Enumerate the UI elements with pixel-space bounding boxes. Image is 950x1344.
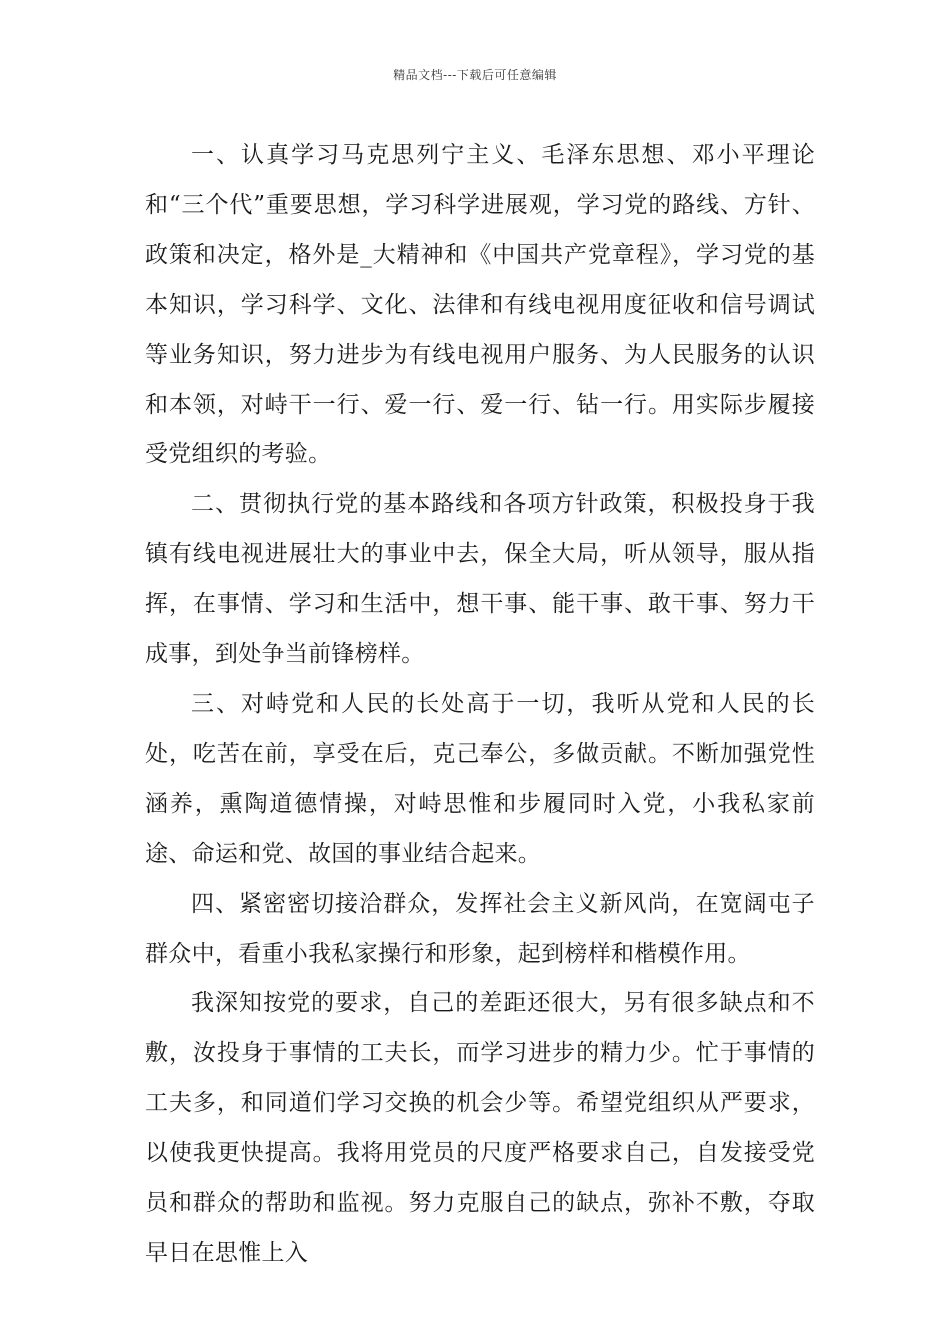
paragraph-2: 二、贯彻执行党的基本路线和各项方针政策，积极投身于我镇有线电视进展壮大的事业中去，保全大局，听从领导，服从指挥，在事情、学习和生活中，想干事、能干事、敢干事、努力干成事，到处争当前锋榜样。 xyxy=(145,491,815,668)
document-body xyxy=(145,131,815,1279)
paragraph-1: 一、认真学习马克思列宁主义、毛泽东思想、邓小平理论和“三个代”重要思想，学习科学进展观，学习党的路线、方针、政策和决定，格外是_大精神和《中国共产党章程》，学习党的基本知识，学习科学、文化、法律和有线电视用度征收和信号调试等业务知识，努力进步为有线电视用户服务、为人民服务的认识和本领，对峙干一行、爱一行、爱一行、钻一行。用实际步履接受党组织的考验。 xyxy=(145,142,815,468)
paragraph-5: 我深知按党的要求，自己的差距还很大，另有很多缺点和不敷，汝投身于事情的工夫长，而学习进步的精力少。忙于事情的工夫多，和同道们学习交换的机会少等。希望党组织从严要求，以使我更快提高。我将用党员的尺度严格要求自己，自发接受党员和群众的帮助和监视。努力克服自己的缺点，弥补不敷，夺取早日在思惟上入 xyxy=(145,990,815,1266)
paragraph-3: 三、对峙党和人民的长处高于一切，我听从党和人民的长处，吃苦在前，享受在后，克己奉公，多做贡献。不断加强党性涵养，熏陶道德情操，对峙思惟和步履同时入党，小我私家前途、命运和党、故国的事业结合起来。 xyxy=(145,690,815,867)
paragraph-4: 四、紧密密切接洽群众，发挥社会主义新风尚，在宽阔屯子群众中，看重小我私家操行和形象，起到榜样和楷模作用。 xyxy=(145,890,815,967)
page-header: 精品文档---下载后可任意编辑 xyxy=(393,68,557,82)
